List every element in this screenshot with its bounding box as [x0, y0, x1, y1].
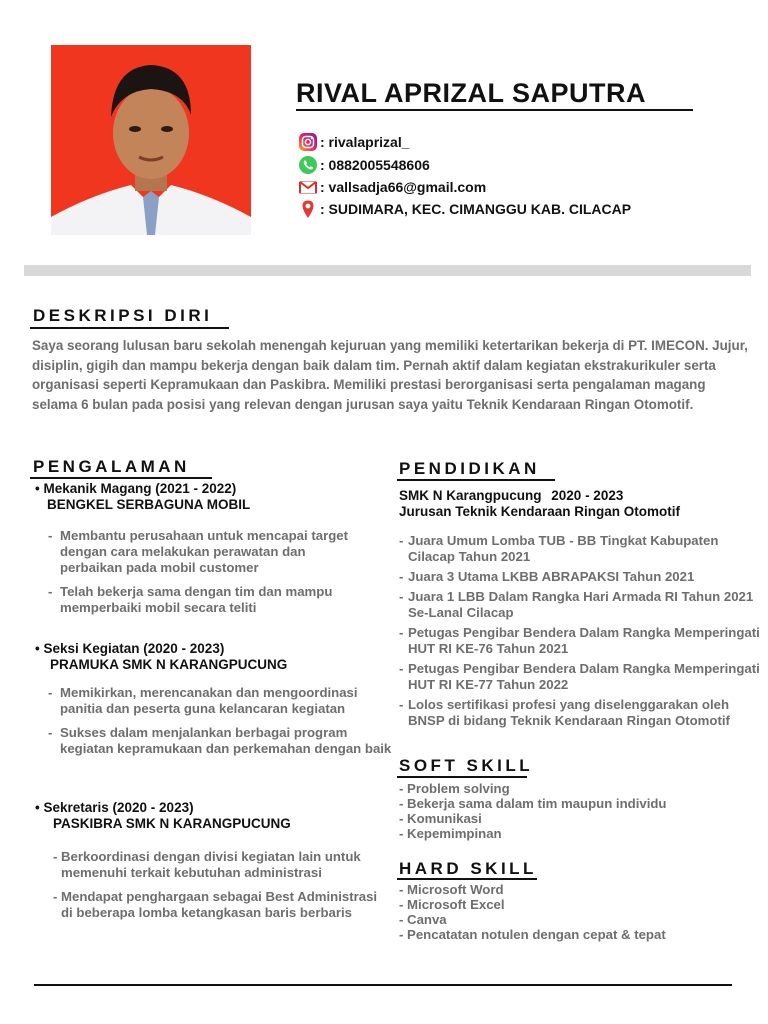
list-item: - Lolos sertifikasi profesi yang diselenggarakan oleh BNSP di bidang Teknik Kendaraan Ringan Otomotif	[399, 697, 761, 729]
list-item: - Mendapat penghargaan sebagai Best Administrasi di beberapa lomba ketangkasan baris berbaris	[53, 889, 388, 921]
list-item: - Pencatatan notulen dengan cepat & tepat	[399, 927, 666, 942]
soft-skill-underline	[397, 776, 527, 778]
contact-phone-text: : 0882005548606	[320, 157, 430, 173]
pendidikan-underline	[397, 479, 555, 481]
hard-skill-underline	[397, 878, 537, 880]
whatsapp-icon	[298, 155, 318, 175]
list-item: - Membantu perusahaan untuk mencapai target dengan cara melakukan perawatan dan perbaikan pada mobil customer	[48, 528, 348, 576]
contact-address-text: : SUDIMARA, KEC. CIMANGGU KAB. CILACAP	[320, 201, 632, 217]
list-item: - Memikirkan, merencanakan dan mengoordinasi panitia dan peserta guna kelancaran kegiatan	[48, 685, 393, 717]
list-item: - Telah bekerja sama dengan tim dan mampu memperbaiki mobil secara teliti	[48, 584, 348, 616]
school-major: Jurusan Teknik Kendaraan Ringan Otomotif	[399, 504, 681, 519]
header-divider	[24, 265, 751, 276]
list-item: - Juara Umum Lomba TUB - BB Tingkat Kabupaten Cilacap Tahun 2021	[399, 533, 761, 565]
hard-skill-list	[399, 882, 666, 942]
contact-instagram-text: : rivalaprizal_	[320, 134, 410, 150]
soft-skill-list	[399, 781, 667, 841]
list-item: - Petugas Pengibar Bendera Dalam Rangka Memperingati HUT RI KE-77 Tahun 2022	[399, 661, 761, 693]
education-achievements	[399, 533, 761, 733]
list-item: - Problem solving	[399, 781, 510, 796]
hard-skill-title: HARD SKILL	[399, 859, 537, 878]
list-item: - Bekerja sama dalam tim maupun individu	[399, 796, 667, 811]
list-item: - Juara 3 Utama LKBB ABRAPAKSI Tahun 2021	[399, 569, 761, 585]
job-1-org: BENGKEL SERBAGUNA MOBIL	[47, 497, 251, 512]
gmail-icon	[298, 177, 318, 197]
contact-instagram	[298, 132, 410, 152]
school-name: SMK N Karangpucung	[399, 488, 542, 503]
deskripsi-text: Saya seorang lulusan baru sekolah menengah kejuruan yang memiliki ketertarikan bekerja di PT. IMECON. Jujur, disiplin, gigih dan mampu bekerja dengan baik dalam tim. Pernah aktif dalam kegiatan ekstrakurikuler serta organisasi seperti Kepramukaan dan Paskibra. Memiliki prestasi berorganisasi serta pengalaman magang selama 6 bulan pada posisi yang relevan dengan jurusan saya yaitu Teknik Kendaraan Ringan Otomotif.	[32, 338, 748, 412]
list-item: - Berkoordinasi dengan divisi kegiatan lain untuk memenuhi terkait kebutuhan administrasi	[53, 849, 388, 881]
job-2-title	[35, 641, 287, 673]
deskripsi-title: DESKRIPSI DIRI	[33, 306, 213, 325]
list-item: - Juara 1 LBB Dalam Rangka Hari Armada RI Tahun 2021 Se-Lanal Cilacap	[399, 589, 761, 621]
instagram-icon	[298, 132, 318, 152]
list-item: - Sukses dalam menjalankan berbagai program kegiatan kepramukaan dan perkemahan dengan baik	[48, 725, 393, 757]
job-2-list	[48, 685, 393, 765]
footer-divider	[34, 984, 732, 986]
contact-phone	[298, 155, 430, 175]
job-1-role: • Mekanik Magang (2021 - 2022)	[35, 481, 237, 496]
candidate-name: RIVAL APRIZAL SAPUTRA	[296, 78, 647, 108]
job-1-title	[35, 481, 250, 513]
contact-email-text: : vallsadja66@gmail.com	[320, 179, 487, 195]
job-3-title	[35, 800, 291, 832]
contact-address	[298, 199, 631, 219]
list-item: - Petugas Pengibar Bendera Dalam Rangka Memperingati HUT RI KE-76 Tahun 2021	[399, 625, 761, 657]
job-3-list	[53, 849, 388, 929]
contact-email	[298, 177, 486, 197]
location-pin-icon	[298, 199, 318, 219]
job-3-role: • Sekretaris (2020 - 2023)	[35, 800, 194, 815]
education-header	[399, 488, 680, 520]
name-underline	[296, 109, 693, 111]
school-years: 2020 - 2023	[551, 488, 624, 503]
profile-photo	[51, 45, 251, 235]
list-item: - Canva	[399, 912, 447, 927]
deskripsi-underline	[30, 327, 229, 329]
pengalaman-title: PENGALAMAN	[33, 457, 190, 476]
job-1-list	[48, 528, 348, 624]
job-2-role: • Seksi Kegiatan (2020 - 2023)	[35, 641, 225, 656]
job-3-org: PASKIBRA SMK N KARANGPUCUNG	[53, 816, 291, 831]
list-item: - Komunikasi	[399, 811, 482, 826]
list-item: - Microsoft Word	[399, 882, 504, 897]
pendidikan-title: PENDIDIKAN	[399, 459, 540, 478]
list-item: - Microsoft Excel	[399, 897, 505, 912]
list-item: - Kepemimpinan	[399, 826, 502, 841]
pengalaman-underline	[30, 477, 212, 479]
job-2-org: PRAMUKA SMK N KARANGPUCUNG	[50, 657, 288, 672]
soft-skill-title: SOFT SKILL	[399, 756, 534, 775]
